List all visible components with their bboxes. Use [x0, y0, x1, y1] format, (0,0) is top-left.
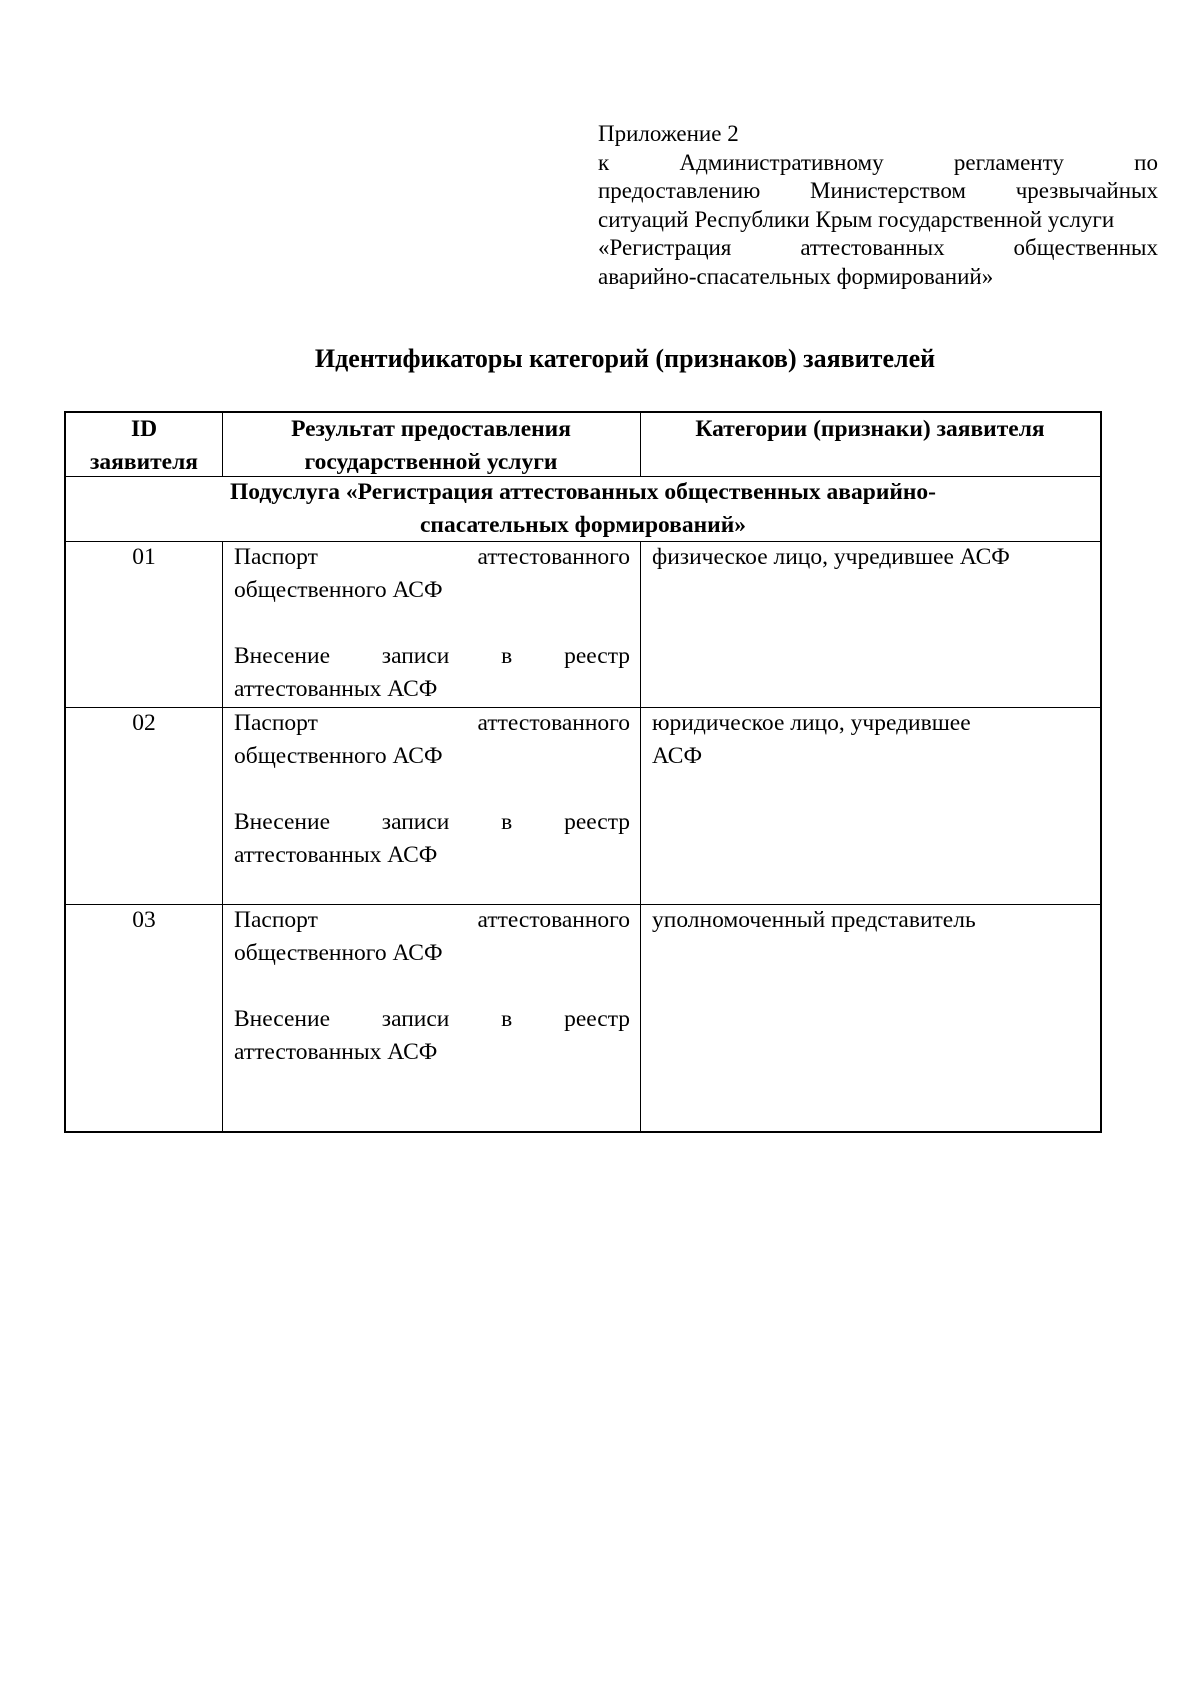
appendix-word: чрезвычайных — [1015, 178, 1158, 203]
appendix-reference — [598, 120, 1158, 291]
appendix-line-4: ситуаций Республики Крым государственной услуги — [598, 206, 1115, 232]
row-id-value: 01 — [132, 544, 156, 570]
column-divider — [640, 541, 641, 1131]
result-word: реестр — [564, 643, 630, 669]
result-word: записи — [381, 1006, 450, 1032]
result-line — [234, 1003, 630, 1036]
appendix-word: «Регистрация — [598, 235, 732, 260]
result-word: аттестованного — [477, 544, 630, 570]
appendix-word: общественных — [1013, 235, 1158, 260]
result-line — [234, 904, 630, 937]
subservice-line2: спасательных формирований» — [420, 512, 746, 538]
header-result-line2: государственной услуги — [304, 449, 558, 475]
header-result-line1: Результат предоставления — [291, 416, 571, 442]
header-id-line2: заявителя — [89, 449, 198, 475]
row-result-01 — [234, 541, 630, 707]
appendix-line-5 — [598, 234, 1158, 263]
row-category-01 — [652, 541, 1098, 707]
row-id-value: 03 — [132, 907, 156, 933]
result-line — [234, 806, 630, 839]
result-word: записи — [381, 809, 450, 835]
header-category — [640, 413, 1100, 476]
result-word: записи — [381, 643, 450, 669]
appendix-line-2 — [598, 149, 1158, 178]
result-word: Паспорт — [234, 907, 318, 933]
result-line: общественного АСФ — [234, 940, 443, 966]
column-divider — [222, 541, 223, 1131]
category-line: физическое лицо, учредившее АСФ — [652, 544, 1010, 570]
result-word: Внесение — [234, 643, 330, 669]
header-id — [66, 413, 222, 476]
result-line: общественного АСФ — [234, 577, 443, 603]
result-word: в — [501, 809, 513, 835]
row-category-03 — [652, 904, 1098, 1131]
appendix-word: предоставлению — [598, 178, 761, 203]
result-word: Внесение — [234, 809, 330, 835]
result-word: Паспорт — [234, 544, 318, 570]
result-word: реестр — [564, 1006, 630, 1032]
appendix-line-6: аварийно-спасательных формирований» — [598, 263, 994, 289]
row-id-value: 02 — [132, 710, 156, 736]
result-word: в — [501, 643, 513, 669]
result-line — [234, 640, 630, 673]
result-line: общественного АСФ — [234, 743, 443, 769]
header-category-label: Категории (признаки) заявителя — [695, 416, 1045, 442]
appendix-word: Административному — [679, 149, 884, 175]
subservice-line1: Подуслуга «Регистрация аттестованных общественных аварийно- — [229, 479, 937, 505]
document-title: Идентификаторы категорий (признаков) заявителей — [314, 344, 936, 373]
appendix-word: регламенту — [953, 149, 1064, 175]
appendix-number: Приложение 2 — [598, 121, 739, 146]
result-word: Внесение — [234, 1006, 330, 1032]
row-id-03 — [66, 904, 222, 1131]
header-result — [222, 413, 640, 476]
result-word: реестр — [564, 809, 630, 835]
row-category-02 — [652, 707, 1098, 904]
row-result-02 — [234, 707, 630, 904]
appendix-line-3 — [598, 177, 1158, 206]
row-result-03 — [234, 904, 630, 1131]
result-word: аттестованного — [477, 710, 630, 736]
row-id-01 — [66, 541, 222, 707]
appendix-word: аттестованных — [800, 235, 945, 260]
applicant-categories-table — [64, 411, 1102, 1133]
header-id-line1: ID — [130, 416, 158, 442]
category-line: юридическое лицо, учредившее — [652, 710, 971, 736]
result-word: в — [501, 1006, 513, 1032]
result-line: аттестованных АСФ — [234, 1039, 438, 1065]
result-word: аттестованного — [477, 907, 630, 933]
appendix-word: по — [1134, 149, 1158, 175]
subservice-row — [66, 476, 1100, 541]
result-line — [234, 541, 630, 574]
category-line: уполномоченный представитель — [652, 907, 976, 933]
result-line: аттестованных АСФ — [234, 676, 438, 702]
appendix-word: Министерством — [810, 178, 966, 203]
appendix-word: к — [598, 149, 610, 175]
row-id-02 — [66, 707, 222, 904]
result-word: Паспорт — [234, 710, 318, 736]
result-line — [234, 707, 630, 740]
category-line: АСФ — [652, 743, 703, 769]
result-line: аттестованных АСФ — [234, 842, 438, 868]
